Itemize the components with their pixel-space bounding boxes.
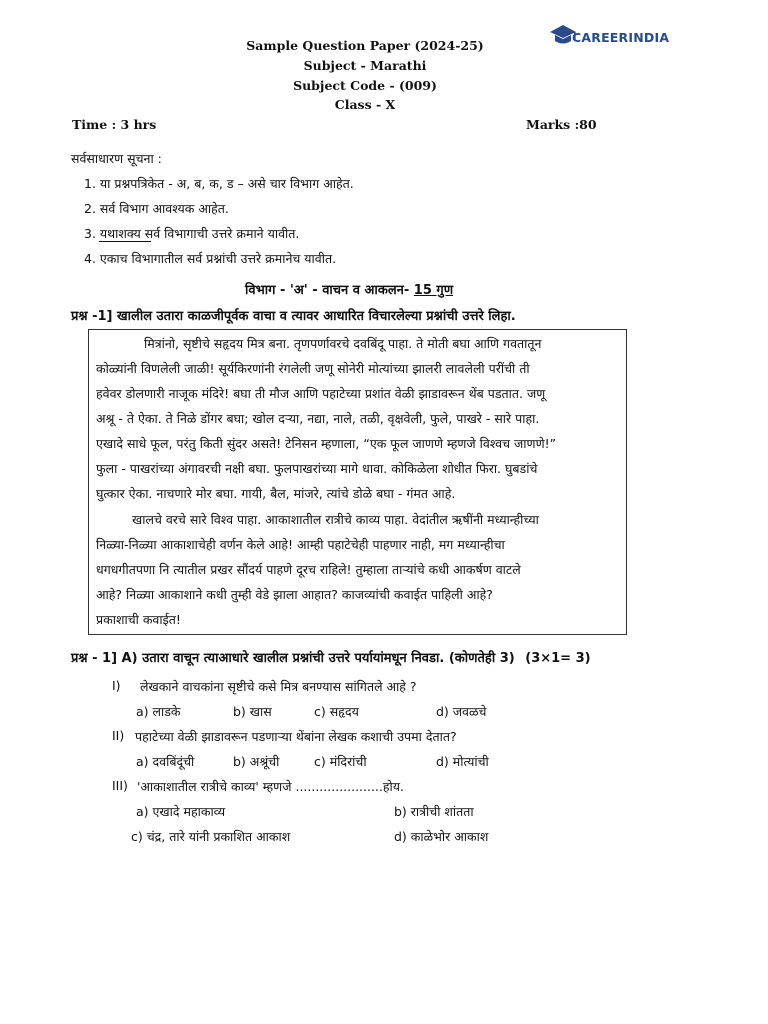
option-a: a) दवबिंदूंची xyxy=(136,754,195,769)
option-b: b) रात्रीची शांतता xyxy=(394,804,474,819)
option-a: a) लाडके xyxy=(136,704,181,719)
question-number: II) xyxy=(112,728,125,743)
option-d: d) मोत्यांची xyxy=(436,754,489,769)
marks-label: Marks :80 xyxy=(526,117,597,132)
paper-subject-code: Subject Code - (009) xyxy=(293,78,437,93)
question-text: 'आकाशातील रात्रीचे काव्य' म्हणजे ......................होय. xyxy=(137,779,404,794)
option-d: d) काळेभोर आकाश xyxy=(394,829,489,844)
paper-subject: Subject - Marathi xyxy=(303,58,427,73)
passage-line: प्रकाशाची कवाईत! xyxy=(96,612,181,627)
option-d: d) जवळचे xyxy=(436,704,487,719)
option-c: c) सहृदय xyxy=(314,704,359,719)
question-text: लेखकाने वाचकांना सृष्टीचे कसे मित्र बनण्यास सांगितले आहे ? xyxy=(140,679,417,694)
option-b: b) खास xyxy=(233,704,272,719)
passage-line: निळ्या-निळ्या आकाशाचेही वर्णन केले आहे! आम्ही पहाटेचेही पाहणार नाही, मग मध्यान्हीचा xyxy=(96,537,505,552)
passage-line: घुत्कार ऐका. नाचणारे मोर बघा. गायी, बैल, मांजरे, त्यांचे डोळे बघा - गंमत आहे. xyxy=(96,486,456,501)
question-number: I) xyxy=(112,678,121,693)
option-c: c) चंद्र, तारे यांनी प्रकाशित आकाश xyxy=(131,829,291,844)
section-marks: 15 गुण xyxy=(413,283,454,298)
question-1-instruction: प्रश्न -1] खालील उतारा काळजीपूर्वक वाचा व त्यावर आधारित विचारलेल्या प्रश्नांची उत्तरे लिहा. xyxy=(71,309,516,324)
question-text: प्रश्न - 1] A) उतारा वाचून त्याआधारे खालील प्रश्नांची उत्तरे पर्यायांमधून निवडा. (कोणतेही 3) xyxy=(71,651,515,666)
underline-mark xyxy=(99,241,151,242)
passage-line: आहे? निळ्या आकाशाने कधी तुम्ही वेडे झाला आहात? काजव्यांची कवाईत पाहिली आहे? xyxy=(96,587,493,602)
passage-line: धगधगीतपणा नि त्यातील प्रखर सौंदर्य पाहणे दूरच राहिले! तुम्हाला ताऱ्यांचे कधी आकर्षण वाटले xyxy=(96,562,521,577)
time-label: Time : 3 hrs xyxy=(72,117,157,132)
question-heading xyxy=(71,648,591,666)
passage-line: खालचे वरचे सारे विश्व पाहा. आकाशातील रात्रीचे काव्य पाहा. वेदांतील ऋषींनी मध्यान्हीच्या xyxy=(132,512,539,527)
passage-line: अश्रू - ते ऐका. ते निळे डोंगर बघा; खोल दऱ्या, नद्या, नाले, तळी, वृक्षवेली, फुले, पाखरे - सारे पाहा. xyxy=(96,411,540,426)
question-number: III) xyxy=(112,778,128,793)
passage-line: मित्रांनो, सृष्टीचे सहृदय मित्र बना. तृणपर्णावरचे दवबिंदू पाहा. ते मोती बघा आणि गवतातून xyxy=(144,336,542,351)
option-b: b) अश्रूंची xyxy=(233,754,280,769)
passage-line: हवेवर डोलणारी नाजूक मंदिरे! बघा ती मौज आणि पहाटेच्या प्रशांत वेळी झाडावरून थेंब पडतात. जणू xyxy=(96,386,546,401)
option-a: a) एखादे महाकाव्य xyxy=(136,804,226,819)
instruction-item: 1. या प्रश्नपत्रिकेत - अ, ब, क, ड – असे चार विभाग आहेत. xyxy=(84,176,354,191)
instruction-item: 4. एकाच विभागातील सर्व प्रश्नांची उत्तरे क्रमानेच यावीत. xyxy=(84,251,337,266)
instructions-heading: सर्वसाधारण सूचना : xyxy=(71,151,162,166)
option-c: c) मंदिरांची xyxy=(314,754,367,769)
passage-line: एखादे साधे फूल, परंतु किती सुंदर असते! टेनिसन म्हणाला, “एक फूल जाणणे म्हणजे विश्वच जाणणे!” xyxy=(96,436,557,451)
instruction-item: 2. सर्व विभाग आवश्यक आहेत. xyxy=(84,201,229,216)
section-title: विभाग - 'अ' - वाचन व आकलन- xyxy=(245,283,414,298)
passage-line: कोळ्यांनी विणलेली जाळी! सूर्यकिरणांनी रंगलेली जणू सोनेरी मोत्यांच्या झालरी लावलेली परींची ती xyxy=(96,361,530,376)
passage-line: फुला - पाखरांच्या अंगावरची नक्षी बघा. फुलपाखरांच्या मागे धावा. कोकिळेला शोधीत फिरा. घुबडांचे xyxy=(96,461,538,476)
paper-title: Sample Question Paper (2024-25) xyxy=(246,38,484,53)
question-marks: (3×1= 3) xyxy=(525,651,591,666)
logo-text: CAREERINDIA xyxy=(572,30,670,45)
paper-class: Class - X xyxy=(334,97,396,112)
instruction-item: 3. यथाशक्य सर्व विभागाची उत्तरे क्रमाने यावीत. xyxy=(84,226,300,241)
question-text: पहाटेच्या वेळी झाडावरून पडणाऱ्या थेंबांना लेखक कशाची उपमा देतात? xyxy=(135,729,457,744)
section-heading xyxy=(245,280,453,298)
